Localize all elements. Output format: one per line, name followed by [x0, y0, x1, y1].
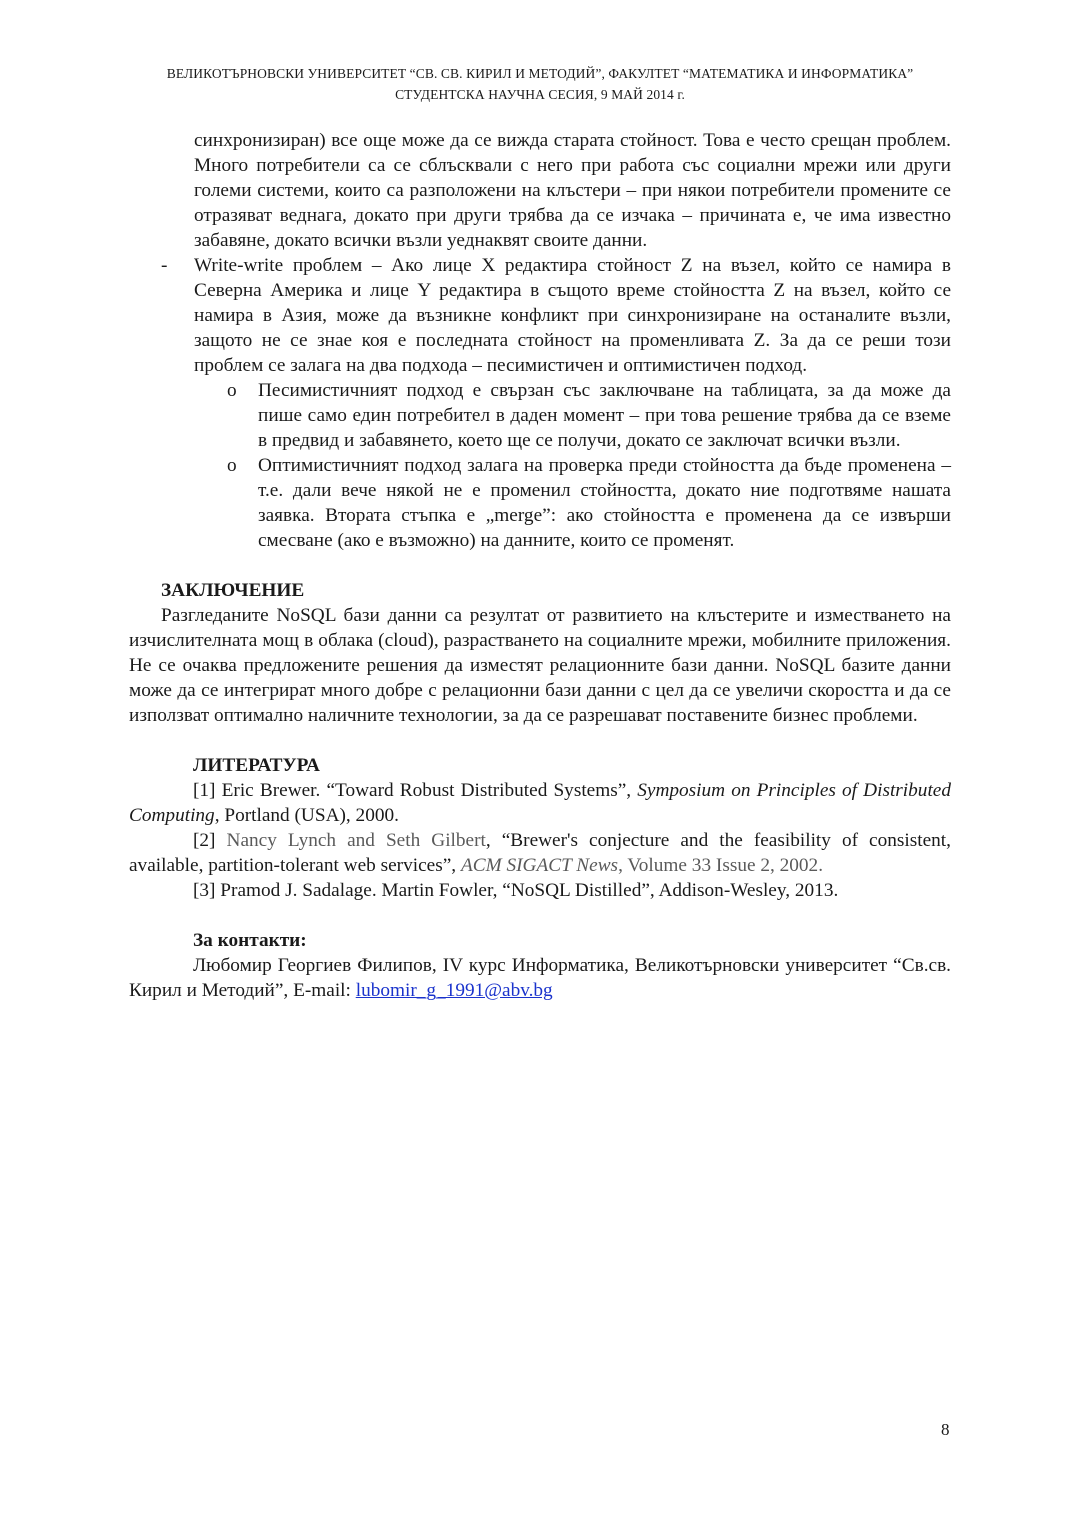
continuation-paragraph: синхронизиран) все още може да се вижда старата стойност. Това е често срещан проблем. Много потребители са се сблъсквали с него при работа със социални мрежи или други големи системи, които са разположени на клъстери – при някои потребители промените се отразяват веднага, докато при други трябва да се изчака – причината е, че има известно забавяне, докато всички възли уеднаквят своите данни. [194, 130, 951, 251]
subitem-text: Песимистичният подход е свързан със заключване на таблицата, за да може да пише само един потребител в даден момент – при това решение трябва да се вземе в предвид и забавянето, което ще се получи, докато се заключат всички възли. [258, 380, 951, 451]
reference-3: [3] Pramod J. Sadalage. Martin Fowler, “NoSQL Distilled”, Addison-Wesley, 2013. [193, 880, 839, 901]
reference-1-suffix: , Portland (USA), 2000. [214, 805, 399, 826]
reference-1-prefix: [1] Eric Brewer. “Toward Robust Distributed Systems”, [193, 780, 638, 801]
email-link[interactable]: lubomir_g_1991@abv.bg [355, 980, 553, 1001]
reference-1 [129, 778, 951, 828]
conclusion-heading: ЗАКЛЮЧЕНИЕ [161, 580, 305, 601]
reference-1-venue: Symposium on Principles of Distributed Computing [129, 780, 951, 826]
reference-2-title: , “Brewer's conjecture and the feasibility of consistent, available, partition-tolerant web services”, [129, 830, 951, 876]
circle-marker: o [227, 380, 237, 401]
reference-2-suffix: , Volume 33 Issue 2, 2002. [618, 855, 824, 876]
dash-marker: - [161, 255, 168, 276]
reference-2-number: [2] [193, 830, 227, 851]
references-heading: ЛИТЕРАТУРА [193, 755, 320, 776]
reference-2 [129, 828, 951, 878]
subitem-optimistic [129, 453, 951, 553]
page-body [129, 128, 951, 1003]
bullet-text: Write-write проблем – Ако лице X редактира стойност Z на възел, който се намира в Северна Америка и лице Y редактира в същото време стойността Z на възел, който се намира в Азия, може да възникне конфликт при синхронизиране на останалите възли, защото не се знае коя е последната стойност на променливата Z. За да се реши този проблем се залага на два подхода – песимистичен и оптимистичен подход. [194, 255, 951, 376]
running-header [0, 63, 1080, 105]
circle-marker: o [227, 455, 237, 476]
header-university-line: ВЕЛИКОТЪРНОВСКИ УНИВЕРСИТЕТ “СВ. СВ. КИРИЛ И МЕТОДИЙ”, ФАКУЛТЕТ “МАТЕМАТИКА И ИНФОРМАТИКА” [166, 66, 914, 81]
bullet-write-write [129, 253, 951, 378]
page-number: 8 [941, 1420, 950, 1439]
contact-heading: За контакти: [193, 930, 307, 951]
header-session-line: СТУДЕНТСКА НАУЧНА СЕСИЯ, 9 МАЙ 2014 г. [395, 87, 685, 102]
contact-text: Любомир Георгиев Филипов, IV курс Информатика, Великотърновски университет “Св.св. Кирил и Методий”, E-mail: [129, 955, 951, 1001]
reference-2-authors: Nancy Lynch and Seth Gilbert [226, 830, 486, 851]
subitem-pessimistic [129, 378, 951, 453]
subitem-text: Оптимистичният подход залага на проверка преди стойността да бъде променена – т.е. дали вече някой не е променил стойността, докато ние подготвяме нашата заявка. Втората стъпка е „merge”: ако стойността е променена да се извърши смесване (ако е възможно) на данните, които се променят. [258, 455, 951, 551]
reference-2-venue: ACM SIGACT News [460, 855, 619, 876]
contact-paragraph [129, 953, 951, 1003]
conclusion-paragraph: Разгледаните NoSQL бази данни са резултат от развитието на клъстерите и изместването на изчислителната мощ в облака (cloud), разрастването на социалните мрежи, мобилните приложения. Не се очаква предложените решения да изместят релационните бази данни. NoSQL базите данни може да се интегрират много добре с релационни бази данни с цел да се увеличи скоростта и да се използват оптимално наличните технологии, за да се разрешават поставените бизнес проблеми. [129, 605, 951, 726]
